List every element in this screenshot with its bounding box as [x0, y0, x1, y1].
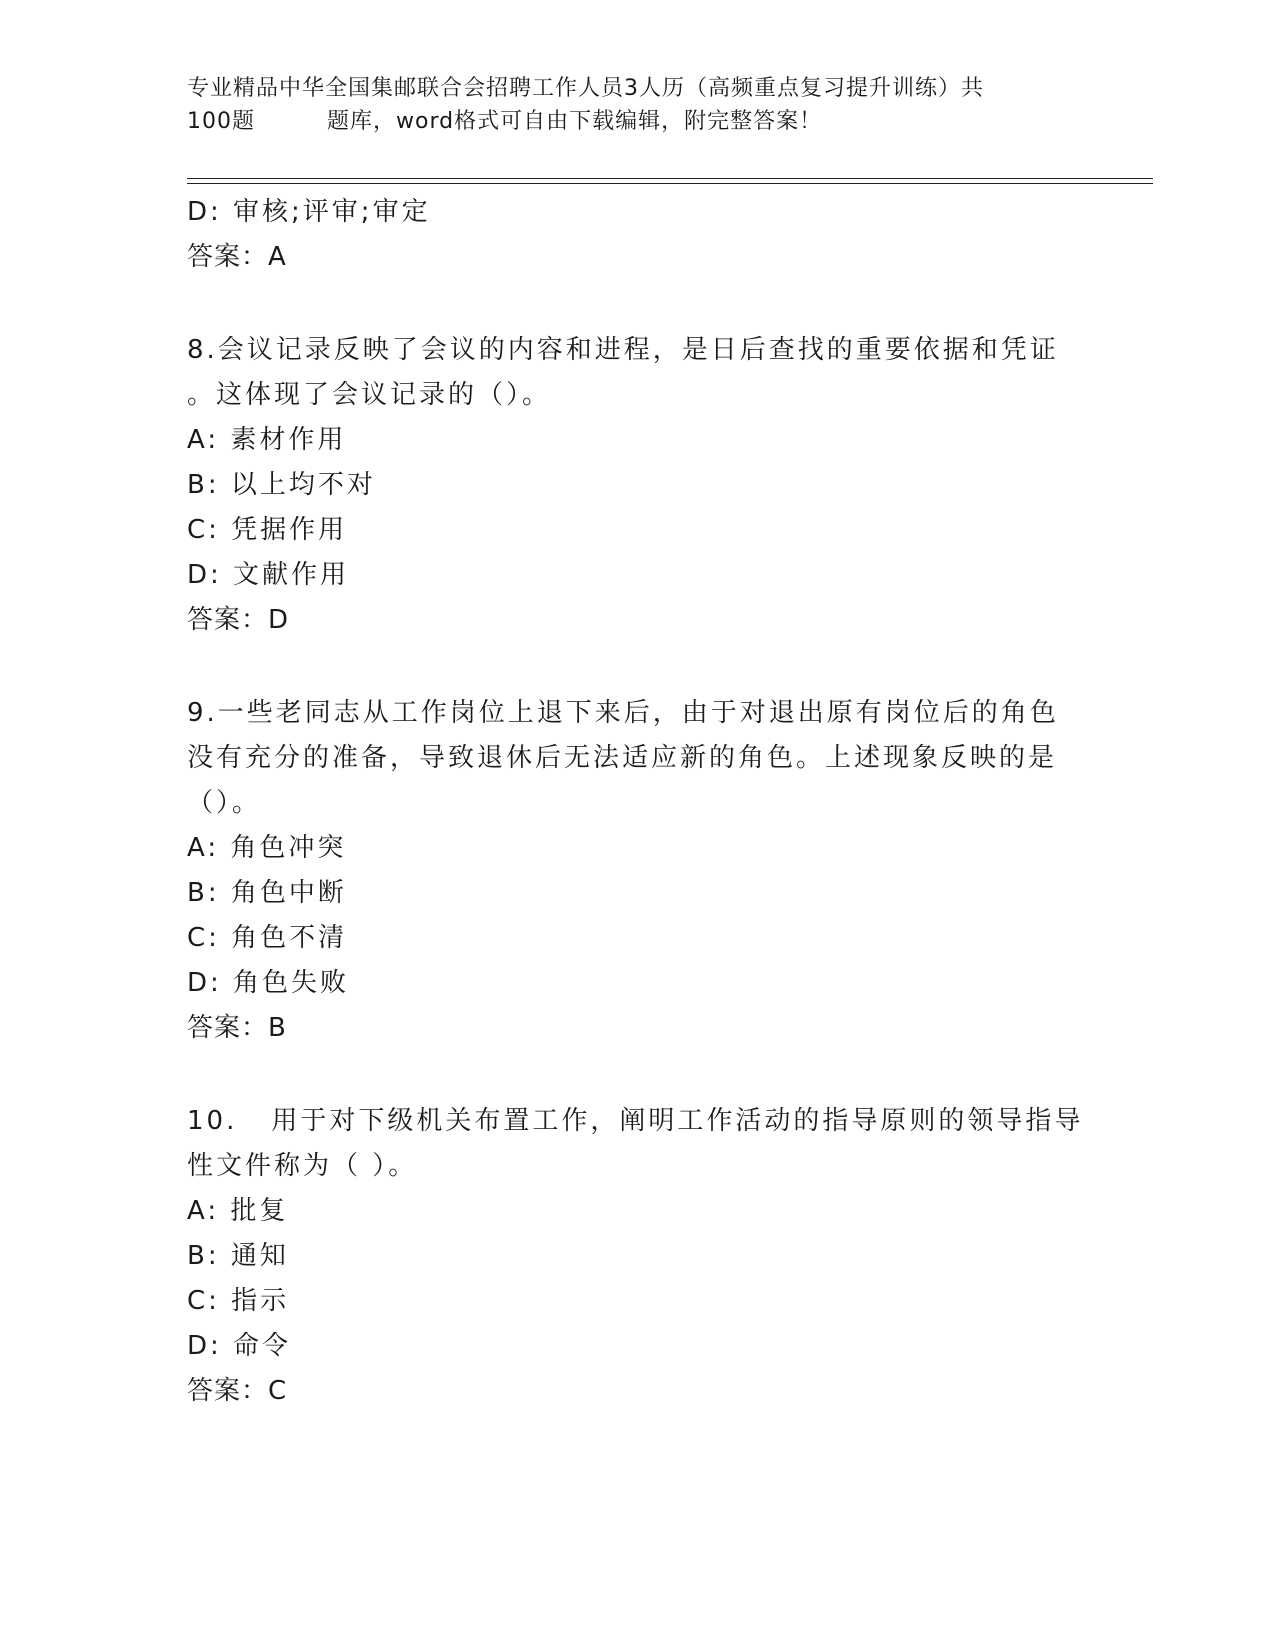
question-list: [187, 190, 1087, 1414]
header-description: 题库，word格式可自由下载编辑，附完整答案！: [327, 109, 823, 134]
option-c: C: 凭据作用: [187, 515, 348, 545]
option-a: A: 角色冲突: [187, 833, 347, 863]
header-title-line1: 专业精品中华全国集邮联合会招聘工作人员3人历（高频重点复习提升训练）共: [187, 76, 984, 101]
header-divider-top: [187, 178, 1153, 179]
option-a: A: 素材作用: [187, 425, 347, 455]
answer-line: 答案：D: [187, 605, 290, 635]
option-d: D: 文献作用: [187, 560, 350, 590]
header-title-line2: [187, 105, 1067, 138]
question-text-line: [187, 1099, 1087, 1144]
question-10: [187, 1099, 1087, 1414]
question-text: [187, 1099, 1087, 1189]
question-text: [187, 328, 1087, 418]
question-text-line: 没有充分的准备，导致退休后无法适应新的角色。上述现象反映的是: [187, 743, 1058, 773]
question-text-line: 。这体现了会议记录的（）。: [187, 380, 552, 410]
question-text-line: 8.会议记录反映了会议的内容和进程，是日后查找的重要依据和凭证: [187, 335, 1059, 365]
option-d: D: 命令: [187, 1331, 292, 1361]
header-question-count: 100题: [187, 109, 255, 134]
answer-line: 答案：A: [187, 242, 287, 272]
option-d: D: 角色失败: [187, 968, 350, 998]
question-text-segment: 用于对下级机关布置工作，阐明工作活动的指导原则的领导指导: [271, 1106, 1084, 1136]
answer-line: 答案：C: [187, 1376, 288, 1406]
question-text: [187, 691, 1087, 826]
option-c: C: 指示: [187, 1286, 290, 1316]
option-c: C: 角色不清: [187, 923, 348, 953]
option-b: B: 角色中断: [187, 878, 347, 908]
question-9: [187, 691, 1087, 1051]
question-8: [187, 328, 1087, 643]
question-text-line: （）。: [187, 788, 262, 818]
option-b: B: 以上均不对: [187, 470, 376, 500]
option-b: B: 通知: [187, 1241, 289, 1271]
option-d: D: 审核;评审;审定: [187, 197, 431, 227]
question-text-line: 性文件称为（ ）。: [187, 1151, 418, 1181]
header-divider-bottom: [187, 183, 1153, 184]
question-number: 10.: [187, 1106, 238, 1136]
option-a: A: 批复: [187, 1196, 289, 1226]
answer-line: 答案：B: [187, 1013, 287, 1043]
document-header: [187, 72, 1067, 138]
question-text-line: 9.一些老同志从工作岗位上退下来后，由于对退出原有岗位后的角色: [187, 698, 1059, 728]
